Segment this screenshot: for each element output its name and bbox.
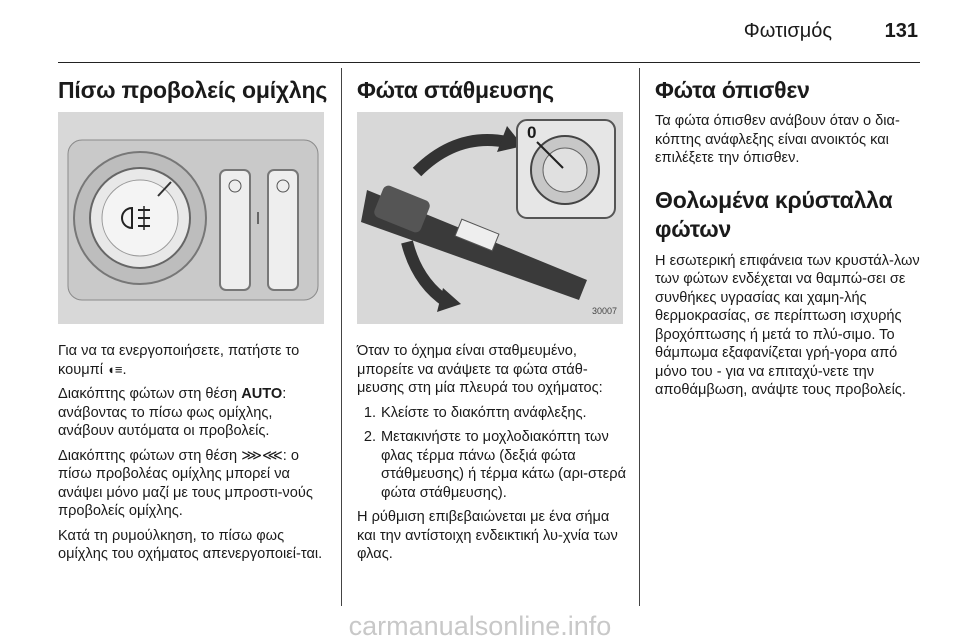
page-header <box>0 0 960 62</box>
indicator-stalk-illustration <box>357 112 623 324</box>
paragraph: Τα φώτα όπισθεν ανάβουν όταν ο δια-κόπτης ανάφλεξης είναι ανοικτός και επιλέξετε την όπισθεν. <box>655 113 900 166</box>
watermark: carmanualsonline.info <box>348 611 612 641</box>
light-switch-illustration <box>58 112 324 324</box>
heading-reversing-lights: Φώτα όπισθεν <box>655 77 810 103</box>
paragraph: Διακόπτης φώτων στη θέση ⋙⋘: ο πίσω προβολέας ομίχλης μπορεί να ανάψει μόνο μαζί με τους μπροστι-νούς προβολείς ομίχλης. <box>58 447 313 519</box>
chapter-title: Φωτισμός <box>743 20 832 42</box>
heading-parking-lights: Φώτα στάθμευσης <box>357 77 554 103</box>
paragraph: Για να τα ενεργοποιήσετε, πατήστε το κουμπί ◖≡. <box>58 343 300 378</box>
column-rear-fog <box>58 76 328 570</box>
steps-list <box>357 404 629 503</box>
figure-id: 30007 <box>591 305 617 316</box>
page-number: 131 <box>884 20 918 42</box>
heading-fogged-lenses: Θολωμένα κρύσταλλα φώτων <box>655 186 893 242</box>
paragraph: Η εσωτερική επιφάνεια των κρυστάλ-λων των φώτων ενδέχεται να θαμπώ-σει σε συνθήκες υγρασίας και χαμη-λής θερμοκρασίας, σε περίπτωση ισχυρής βροχόπτωσης ή μετά το πλύ-σιμο. Το θάμπωμα εξαφανίζεται γρή-γορα από μόνο του - για να επιταχύ-νετε την αποθάμβωση, ανάψτε τους προβολείς. <box>655 252 920 398</box>
column-divider <box>341 68 342 606</box>
auto-position-label: AUTO <box>241 386 283 402</box>
figure-light-switch <box>58 112 324 324</box>
heading-rear-fog: Πίσω προβολείς ομίχλης <box>58 77 328 103</box>
list-item: 2. Μετακινήστε το μοχλοδιακόπτη των φλας τέρμα πάνω (δεξιά φώτα στάθμευσης) ή τέρμα κάτω (αρι-στερά φώτα στάθμευσης). <box>363 429 627 501</box>
rear-fog-icon: ◖≡ <box>107 361 123 377</box>
paragraph: Κατά τη ρυμούλκηση, το πίσω φως ομίχλης του οχήματος απενεργοποιεί-ται. <box>58 527 323 562</box>
paragraph: Όταν το όχημα είναι σταθμευμένο, μπορείτε να ανάψετε τα φώτα στάθ-μευσης στη μία πλευρά του οχήματος: <box>357 343 603 396</box>
list-item: 1. Κλείστε το διακόπτη ανάφλεξης. <box>363 404 587 421</box>
paragraph: Η ρύθμιση επιβεβαιώνεται με ένα σήμα και την αντίστοιχη ενδεικτική λυ-χνία των φλας. <box>357 509 618 562</box>
column-reversing-lights <box>655 76 925 406</box>
column-divider <box>639 68 640 606</box>
side-light-icon: ⋙⋘ <box>241 447 283 464</box>
header-rule <box>58 62 920 63</box>
knob-zero-label: 0 <box>527 123 537 142</box>
paragraph: Διακόπτης φώτων στη θέση AUTO: ανάβοντας το πίσω φως ομίχλης, ανάβουν αυτόματα οι προβολείς. <box>58 386 287 439</box>
figure-indicator-stalk <box>357 112 623 324</box>
column-parking-lights <box>357 76 629 570</box>
